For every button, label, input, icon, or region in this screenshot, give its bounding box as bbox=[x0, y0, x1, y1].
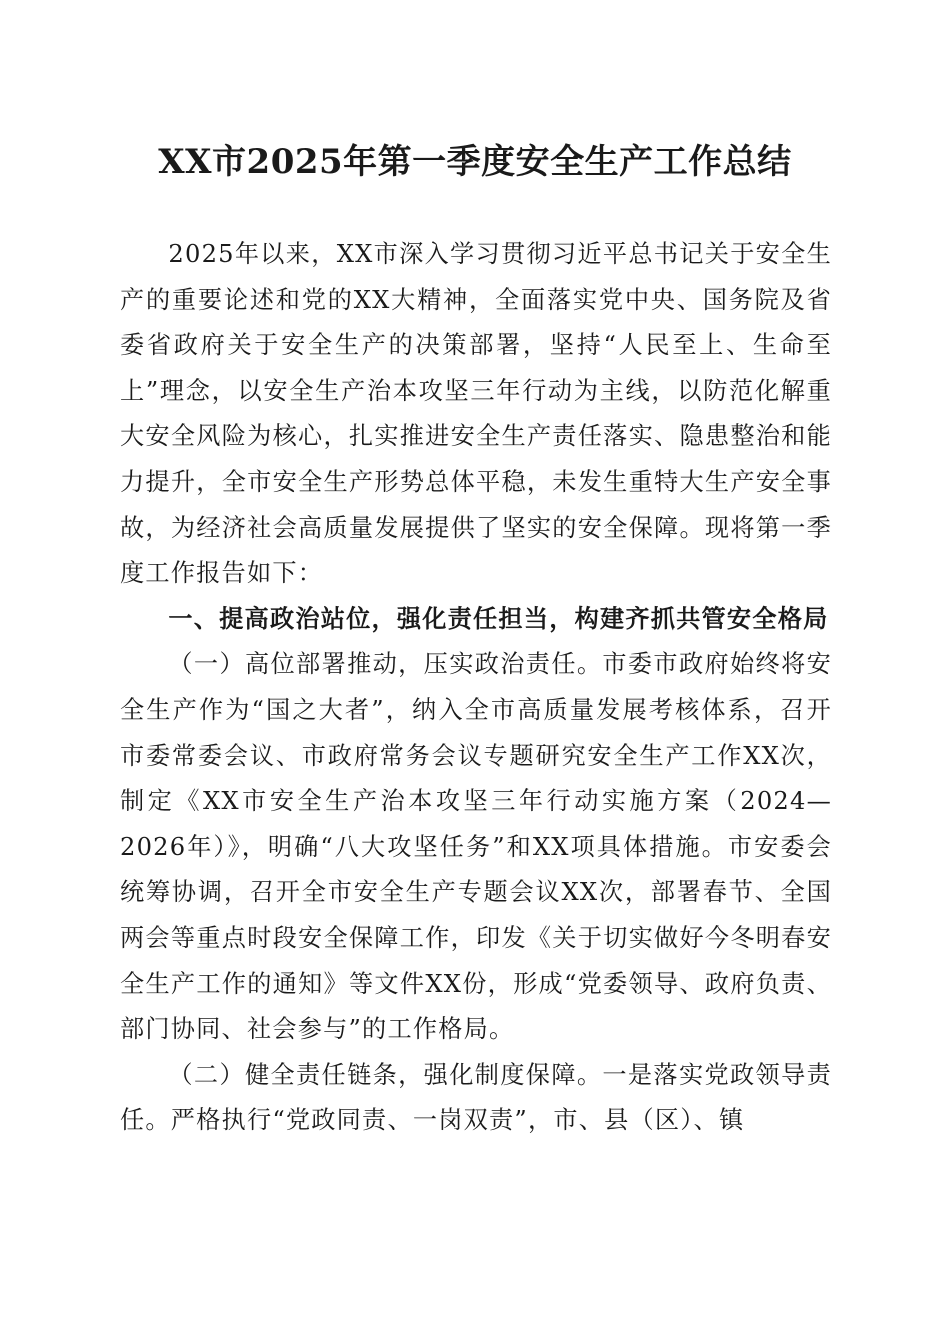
section-heading-1: 一、提高政治站位，强化责任担当，构建齐抓共管安全格局 bbox=[168, 604, 829, 633]
intro-paragraph: 2025年以来，XX市深入学习贯彻习近平总书记关于安全生产的重要论述和党的XX大精神，全面落实党中央、国务院及省委省政府关于安全生产的决策部署，坚持“人民至上、生命至上”理念，以安全生产治本攻坚三年行动为主线，以防范化解重大安全风险为核心，扎实推进安全生产责任落实、隐患整治和能力提升，全市安全生产形势总体平稳，未发生重特大生产安全事故，为经济社会高质量发展提供了坚实的安全保障。现将第一季度工作报告如下： bbox=[120, 240, 832, 588]
subsection-paragraph-1 bbox=[120, 642, 832, 1052]
document-title: XX市2025年第一季度安全生产工作总结 bbox=[158, 142, 792, 182]
subsection-paragraph-2 bbox=[120, 1053, 832, 1144]
subsection-body-1: 市委市政府始终将安全生产作为“国之大者”，纳入全市高质量发展考核体系，召开市委常委会议、市政府常务会议专题研究安全生产工作XX次，制定《XX市安全生产治本攻坚三年行动实施方案（2024—2026年）》，明确“八大攻坚任务”和XX项具体措施。市安委会统筹协调，召开全市安全生产专题会议XX次，部署春节、全国两会等重点时段安全保障工作，印发《关于切实做好今冬明春安全生产工作的通知》等文件XX份，形成“党委领导、政府负责、部门协同、社会参与”的工作格局。 bbox=[120, 650, 832, 1044]
subsection-lead-1: （一）高位部署推动，压实政治责任。 bbox=[168, 650, 603, 679]
subsection-body-2: 一是落实党政领导责任。严格执行“党政同责、一岗双责”，市、县（区）、镇 bbox=[120, 1060, 832, 1135]
subsection-lead-2: （二）健全责任链条，强化制度保障。 bbox=[168, 1060, 603, 1089]
document-body bbox=[120, 232, 832, 1144]
